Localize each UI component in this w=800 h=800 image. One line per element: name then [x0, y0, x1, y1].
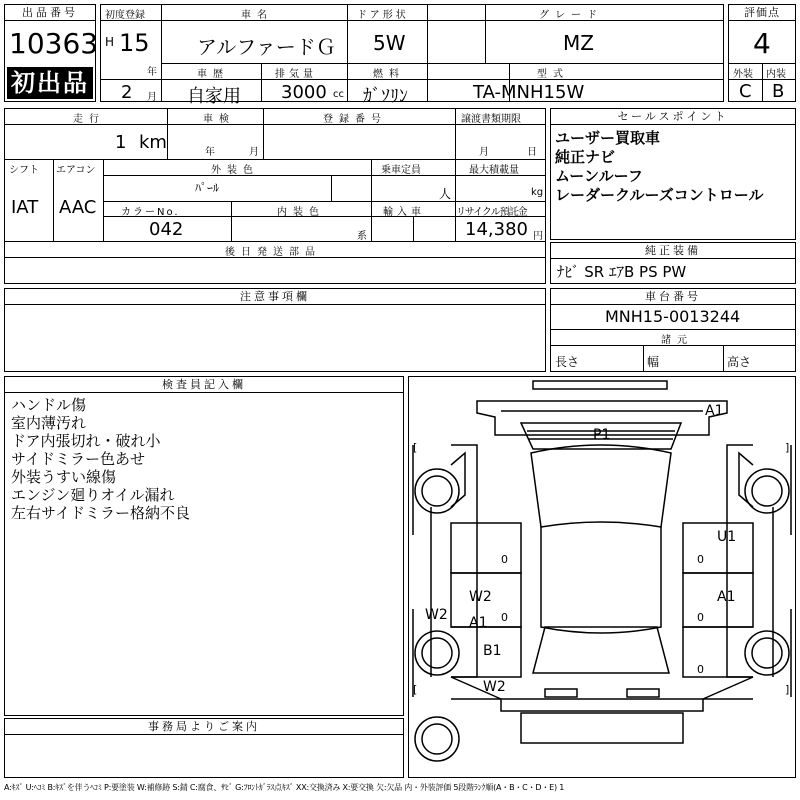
zero-mark: 0 [501, 611, 508, 624]
era: H [105, 35, 115, 49]
color-no: 042 [149, 219, 184, 240]
inspector-notes [11, 396, 190, 522]
sales-point-item: 純正ナビ [555, 148, 616, 166]
reg-month: 2 [121, 82, 133, 103]
inspection-label: 車検 [203, 114, 235, 125]
damage-mark: A1 [705, 403, 724, 419]
chassis-label: 車台番号 [551, 289, 795, 305]
office-label: 事務局よりご案内 [5, 719, 403, 735]
sales-points-label: セールスポイント [551, 109, 795, 125]
height-label: 高さ [727, 355, 752, 369]
zero-mark: 0 [697, 611, 704, 624]
displacement-unit: cc [333, 89, 344, 100]
interior-label: 内装 [766, 69, 786, 80]
damage-mark: W2 [469, 589, 492, 605]
sales-point-item: ムーンルーフ [555, 167, 643, 185]
office-box [4, 718, 404, 778]
max-load-label: 最大積載量 [469, 165, 519, 176]
fuel: ｶﾞｿﾘﾝ [363, 86, 408, 107]
exterior-label: 外装 [733, 69, 753, 80]
inspector-note: 室内薄汚れ [11, 414, 87, 432]
vehicle-header-box [100, 4, 724, 107]
damage-mark: P1 [593, 427, 611, 443]
length-label: 長さ [555, 355, 580, 369]
lot-number-box [4, 4, 99, 102]
inspector-box [4, 376, 404, 716]
lot-number-label: 出品番号 [5, 5, 95, 21]
equipment-box [550, 242, 796, 284]
month-unit: 月 [147, 92, 157, 103]
recycle-unit: 円 [533, 231, 543, 242]
fuel-label: 燃料 [373, 69, 405, 80]
legend: A:ｷｽﾞ U:ﾍｺﾐ B:ｷｽﾞを伴うﾍｺﾐ P:要塗装 W:補修跡 S:錆 C:腐食、ｻﾋﾞ G:ﾌﾛﾝﾄｶﾞﾗｽ点ｷｽﾞ XX:交換済み X:要交換 欠:欠品 内・外装評価 5段階ﾗﾝｸ順(A・B・C・D・E) 1 [4, 783, 565, 792]
bracket-right: ] [785, 441, 790, 454]
damage-mark: B1 [483, 643, 502, 659]
chassis-box [550, 288, 796, 372]
score-box [728, 4, 796, 102]
zero-mark: 0 [501, 553, 508, 566]
sales-points-box [550, 108, 796, 240]
inspector-note: 左右サイドミラー格納不良 [11, 504, 190, 522]
equipment-label: 純正装備 [551, 243, 795, 259]
caution-box [4, 288, 546, 372]
mileage-label: 走行 [73, 114, 105, 125]
sales-points-list [555, 129, 764, 205]
lot-number: 10363 [9, 27, 99, 60]
chassis-number: MNH15-0013244 [605, 307, 741, 326]
sales-point-item: レーダークルーズコントロール [555, 186, 764, 204]
interior-grade: B [772, 81, 785, 102]
door-label: ドア形状 [357, 10, 409, 21]
reg-no-label: 登録番号 [323, 114, 387, 125]
zero-mark: 0 [697, 663, 704, 676]
displacement-label: 排気量 [275, 69, 317, 80]
damage-mark: U1 [717, 529, 737, 545]
specs-box [4, 108, 546, 284]
inspector-note: ハンドル傷 [11, 396, 87, 414]
capacity-label: 乗車定員 [381, 165, 421, 176]
mileage: 1 [115, 132, 127, 153]
car-diagram-box [408, 376, 796, 778]
model-label: 型式 [537, 69, 569, 80]
car-diagram [409, 377, 795, 777]
inspection-year-unit: 年 [205, 147, 215, 158]
shift-label: シフト [9, 165, 39, 176]
inspector-note: ドア内張切れ・破れ小 [11, 432, 161, 450]
color-no-label: カラーNo. [121, 207, 180, 218]
damage-mark: W2 [425, 607, 448, 623]
score: 4 [753, 27, 771, 60]
inspector-note: エンジン廻りオイル漏れ [11, 486, 175, 504]
zero-mark: 0 [697, 553, 704, 566]
mileage-unit: km [139, 132, 167, 153]
equipment-value: ﾅﾋﾞ SR ｴｱB PS PW [557, 263, 687, 281]
car-name-label: 車名 [241, 10, 273, 21]
model: TA-MNH15W [473, 82, 585, 103]
bracket-left: [ [413, 683, 418, 696]
grade-label: グレード [539, 10, 603, 21]
shift: IAT [11, 197, 39, 218]
width-label: 幅 [647, 355, 660, 369]
score-label: 評価点 [729, 5, 795, 21]
capacity-unit: 人 [439, 187, 452, 201]
car-name: アルファードＧ [197, 35, 336, 59]
history-label: 車歴 [197, 69, 229, 80]
transfer-day-unit: 日 [527, 147, 537, 158]
ext-color-label: 外装色 [211, 165, 259, 176]
inspection-month-unit: 月 [249, 147, 259, 158]
ext-color: ﾊﾟｰﾙ [195, 181, 220, 195]
first-reg-label: 初度登録 [105, 10, 145, 21]
recycle-amount: 14,380 [465, 219, 528, 240]
ac: AAC [59, 197, 97, 218]
history: 自家用 [187, 86, 241, 107]
dims-label: 諸元 [661, 335, 693, 346]
int-color-label: 内装色 [277, 207, 325, 218]
year-unit: 年 [147, 67, 157, 78]
door-type: 5W [373, 31, 406, 55]
max-load-unit: kg [531, 187, 544, 198]
inspector-note: 外装うすい線傷 [11, 468, 117, 486]
bracket-right: ] [785, 683, 790, 696]
grade: MZ [563, 31, 594, 55]
damage-mark: A1 [717, 589, 736, 605]
caution-label: 注意事項欄 [5, 289, 545, 305]
exterior-grade: C [739, 81, 752, 102]
sales-point-item: ユーザー買取車 [555, 129, 661, 147]
import-label: 輸入車 [383, 207, 425, 218]
recycle-label: リサイクル預託金 [456, 207, 527, 218]
bracket-left: [ [413, 441, 418, 454]
damage-mark: A1 [469, 615, 488, 631]
damage-mark: W2 [483, 679, 506, 695]
inspector-label: 検査員記入欄 [5, 377, 403, 393]
transfer-label: 譲渡書類期限 [461, 114, 521, 125]
reg-year: 15 [119, 29, 150, 57]
first-listing-badge: 初出品 [7, 67, 93, 99]
displacement: 3000 [281, 82, 327, 103]
inspector-note: サイドミラー色あせ [11, 450, 145, 468]
int-color-unit: 系 [357, 231, 367, 242]
ac-label: エアコン [56, 165, 96, 176]
later-parts-label: 後日発送部品 [225, 247, 321, 258]
transfer-month-unit: 月 [479, 147, 489, 158]
